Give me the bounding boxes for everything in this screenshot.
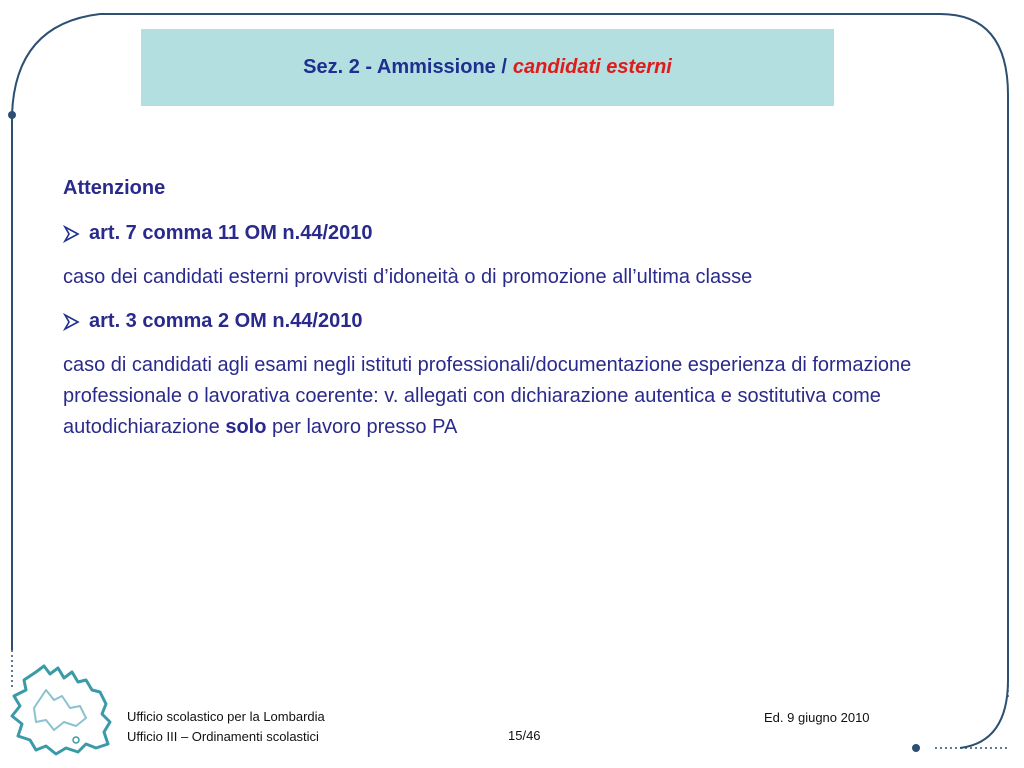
footer-line-1: Ufficio scolastico per la Lombardia bbox=[127, 709, 325, 724]
slide-header bbox=[141, 29, 834, 106]
arrow-bullet-icon bbox=[63, 312, 81, 332]
bullet-item-1-text: caso dei candidati esterni provvisti d’idoneità o di promozione all’ultima classe bbox=[63, 266, 753, 288]
bullet-item-1-title: art. 7 comma 11 OM n.44/2010 bbox=[89, 222, 373, 244]
bullet-item-2-text bbox=[63, 350, 943, 443]
content-heading: Attenzione bbox=[63, 177, 166, 199]
lombardia-map-icon bbox=[6, 660, 118, 760]
footer-line-2: Ufficio III – Ordinamenti scolastici bbox=[127, 729, 319, 744]
page-number: 15/46 bbox=[508, 728, 541, 743]
edition-date: Ed. 9 giugno 2010 bbox=[764, 710, 870, 725]
slide-content bbox=[63, 173, 943, 456]
footer-office bbox=[127, 707, 325, 747]
header-separator: / bbox=[501, 56, 507, 78]
bullet-item-2-text-after: per lavoro presso PA bbox=[266, 416, 458, 438]
header-title: Sez. 2 - Ammissione bbox=[303, 56, 496, 78]
bullet-item-2-title: art. 3 comma 2 OM n.44/2010 bbox=[89, 310, 363, 332]
header-highlight: candidati esterni bbox=[512, 56, 672, 78]
bullet-item-2 bbox=[63, 306, 943, 337]
arrow-bullet-icon bbox=[63, 224, 81, 244]
bullet-item-1 bbox=[63, 218, 943, 249]
bullet-item-2-text-bold: solo bbox=[225, 416, 267, 438]
bullet-item-2-text-before: caso di candidati agli esami negli istituti professionali/documentazione esperienza di formazione professionale o lavorativa coerente: v. allegati con dichiarazione autentica e sostitutiva come autodichiarazione bbox=[63, 354, 912, 438]
